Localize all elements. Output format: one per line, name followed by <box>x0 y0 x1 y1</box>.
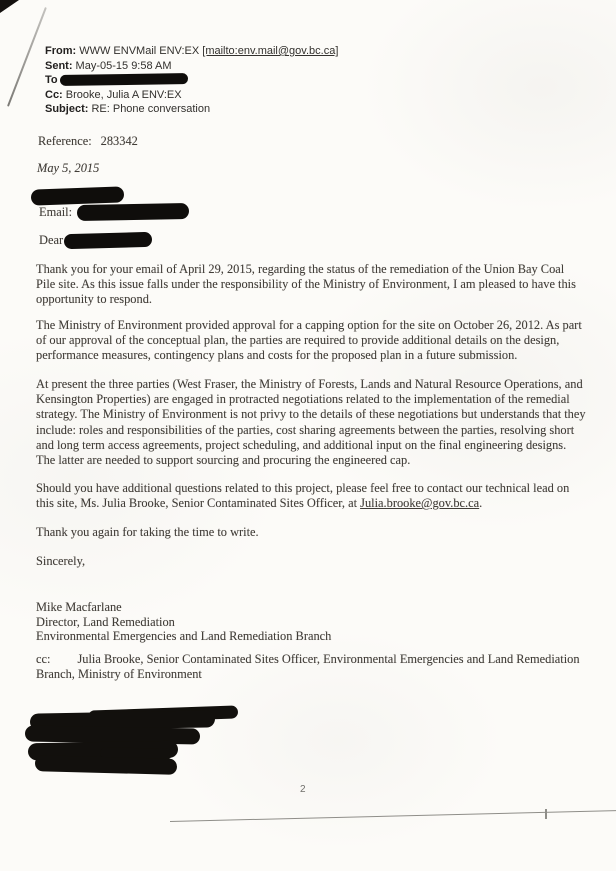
cc-note-label: cc: <box>36 652 51 666</box>
closing-line: Sincerely, <box>36 554 86 568</box>
contact-email-address: Julia.brooke@gov.bc.ca <box>360 496 480 511</box>
reference-line <box>38 134 138 149</box>
cc-note-text: Julia Brooke, Senior Contaminated Sites Officer, Environmental Emergencies and Land Remediation Branch, Ministry of Environment <box>36 652 580 682</box>
page-number: 2 <box>300 784 306 795</box>
salutation-line <box>39 233 152 248</box>
thanks-line: Thank you again for taking the time to write. <box>36 525 259 539</box>
signature-block <box>36 600 586 644</box>
letter-date: May 5, 2015 <box>37 161 100 175</box>
contact-paragraph-text: Should you have additional questions related to this project, please feel free to contact our technical lead on this site, Ms. Julia Brooke, Senior Contaminated Sites Officer, at <box>36 481 570 511</box>
email-cc-line <box>45 88 338 103</box>
signature-title: Director, Land Remediation <box>36 614 175 629</box>
to-label: To <box>45 74 58 87</box>
body-paragraph-contact <box>36 481 586 511</box>
reference-number: 283342 <box>100 134 138 148</box>
body-paragraph-3: At present the three parties (West Fraser, the Ministry of Forests, Lands and Natural Resource Operations, and Kensington Properties) are engaged in protracted negotiations related to the implementation of the remedial strategy. The Ministry of Environment is not privy to the details of these negotiations but understands that they include: roles and responsibilities of the parties, cost sharing agreements between the parties, resolving short and long term access agreements, project scheduling, and additional input on the final engineering designs. The latter are needed to support sourcing and procuring the engineered cap. <box>36 377 586 468</box>
page-corner-fold-mark <box>0 0 19 13</box>
body-paragraph-1: Thank you for your email of April 29, 2015, regarding the status of the remediation of the Union Bay Coal Pile site. As this issue falls under the responsibility of the Ministry of Environment, I am pleased to have this opportunity to respond. <box>36 262 576 307</box>
body-paragraph-2: The Ministry of Environment provided approval for a capping option for the site on October 26, 2012. As part of our approval of the conceptual plan, the parties are required to provide additional details on the design, performance measures, contingency plans and costs for the proposed plan in a future submission. <box>36 318 582 363</box>
redaction-stroke <box>35 755 177 775</box>
scan-scratch-line <box>7 7 47 107</box>
email-field-line <box>39 204 189 220</box>
cc-note <box>36 652 586 682</box>
email-to-line <box>45 73 338 88</box>
from-mailto-link: [mailto:env.mail@gov.bc.ca] <box>202 45 339 57</box>
scan-edge-tick <box>545 809 547 819</box>
sent-label: Sent: <box>45 59 73 72</box>
redaction-recipient-email <box>77 203 189 221</box>
sent-value: May-05-15 9:58 AM <box>72 59 172 72</box>
email-sent-line <box>45 59 338 74</box>
subject-label: Subject: <box>45 103 89 116</box>
from-label: From: <box>45 45 77 57</box>
reference-label: Reference: <box>38 134 92 148</box>
from-value: WWW ENVMail ENV:EX <box>76 45 203 57</box>
cc-label: Cc: <box>45 88 63 101</box>
redaction-to-recipient <box>60 73 188 86</box>
redaction-recipient-name <box>31 186 125 205</box>
email-header <box>45 44 338 117</box>
email-field-label: Email: <box>39 205 73 219</box>
scan-edge-line <box>170 810 616 822</box>
redaction-salutation-name <box>64 232 152 249</box>
cc-value: Brooke, Julia A ENV:EX <box>62 88 182 101</box>
email-subject-line <box>45 102 338 117</box>
signature-branch: Environmental Emergencies and Land Remediation Branch <box>36 629 332 644</box>
signature-name: Mike Macfarlane <box>36 600 122 614</box>
contact-paragraph-period: . <box>479 496 483 511</box>
email-from-line <box>45 44 338 59</box>
salutation-label: Dear <box>39 233 64 247</box>
subject-value: RE: Phone conversation <box>88 103 211 116</box>
